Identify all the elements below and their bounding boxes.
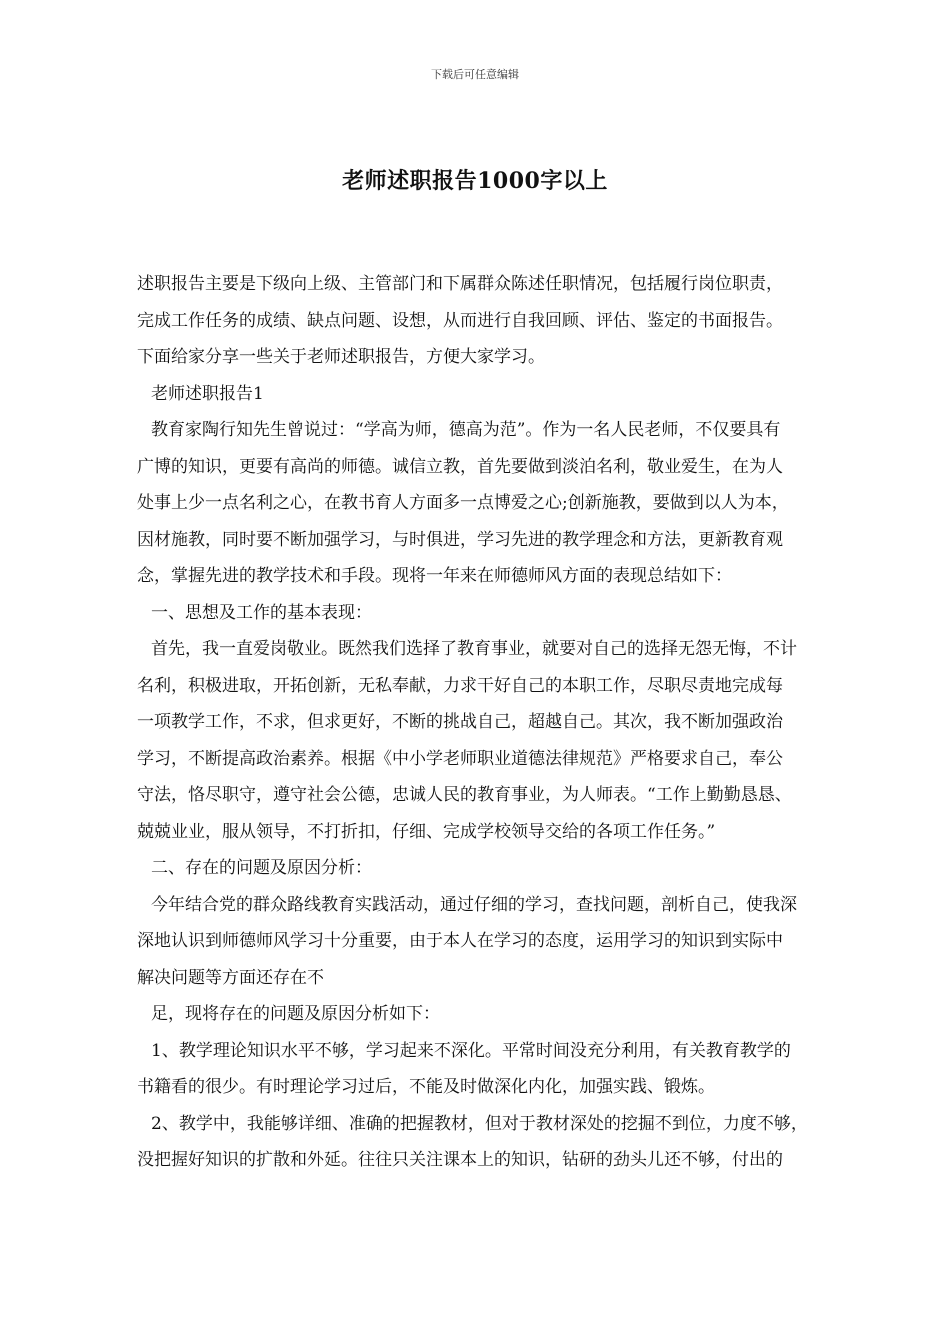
paragraph-line: 2、教学中，我能够详细、准确的把握教材，但对于教材深处的挖掘不到位，力度不够， [151, 1113, 808, 1134]
paragraph-line: 书籍看的很少。有时理论学习过后，不能及时做深化内化，加强实践、锻炼。 [137, 1077, 715, 1097]
paragraph-line: 1、教学理论知识水平不够，学习起来不深化。平常时间没充分利用，有关教育教学的 [151, 1040, 791, 1061]
paragraph-line: 学习，不断提高政治素养。根据《中小学老师职业道德法律规范》严格要求自己，奉公 [137, 748, 783, 769]
paragraph-line: 深地认识到师德师风学习十分重要，由于本人在学习的态度，运用学习的知识到实际中 [137, 931, 783, 951]
section-heading: 老师述职报告1 [151, 383, 264, 404]
paragraph-line: 解决问题等方面还存在不 [137, 967, 324, 988]
paragraph-line: 下面给家分享一些关于老师述职报告，方便大家学习。 [137, 347, 545, 367]
paragraph-line: 首先，我一直爱岗敬业。既然我们选择了教育事业，就要对自己的选择无怨无悔，不计 [151, 639, 797, 659]
paragraph-line: 广博的知识，更要有高尚的师德。诚信立教，首先要做到淡泊名利，敬业爱生，在为人 [137, 456, 783, 477]
header-note: 下载后可任意编辑 [431, 68, 519, 81]
paragraph-line: 今年结合党的群众路线教育实践活动，通过仔细的学习，查找问题，剖析自己，使我深 [151, 894, 797, 915]
document-body [137, 266, 897, 1179]
section-heading: 二、存在的问题及原因分析： [151, 858, 372, 878]
paragraph-line: 守法，恪尽职守，遵守社会公德，忠诚人民的教育事业，为人师表。“工作上勤勤恳恳、 [137, 785, 792, 805]
paragraph-line: 没把握好知识的扩散和外延。往往只关注课本上的知识，钻研的劲头儿还不够，付出的 [137, 1150, 783, 1170]
paragraph-line: 名利，积极进取，开拓创新，无私奉献，力求干好自己的本职工作，尽职尽责地完成每 [137, 675, 783, 696]
paragraph-line: 述职报告主要是下级向上级、主管部门和下属群众陈述任职情况，包括履行岗位职责， [137, 274, 783, 294]
paragraph-line: 足，现将存在的问题及原因分析如下： [151, 1004, 440, 1024]
paragraph-line: 兢兢业业，服从领导，不打折扣，仔细、完成学校领导交给的各项工作任务。” [137, 821, 716, 842]
paragraph-line: 念，掌握先进的教学技术和手段。现将一年来在师德师风方面的表现总结如下： [137, 566, 732, 586]
paragraph-line: 一项教学工作，不求，但求更好，不断的挑战自己，超越自己。其次，我不断加强政治 [137, 712, 783, 732]
document-title: 老师述职报告1000字以上 [342, 168, 608, 194]
paragraph-line: 教育家陶行知先生曾说过：“学高为师，德高为范”。作为一名人民老师，不仅要具有 [151, 420, 781, 440]
paragraph-line: 完成工作任务的成绩、缺点问题、设想，从而进行自我回顾、评估、鉴定的书面报告。 [137, 310, 783, 331]
paragraph-line: 因材施教，同时要不断加强学习，与时俱进，学习先进的教学理念和方法，更新教育观 [137, 529, 783, 550]
section-heading: 一、思想及工作的基本表现： [151, 602, 372, 623]
paragraph-line: 处事上少一点名利之心，在教书育人方面多一点博爱之心;创新施教，要做到以人为本， [137, 493, 789, 513]
